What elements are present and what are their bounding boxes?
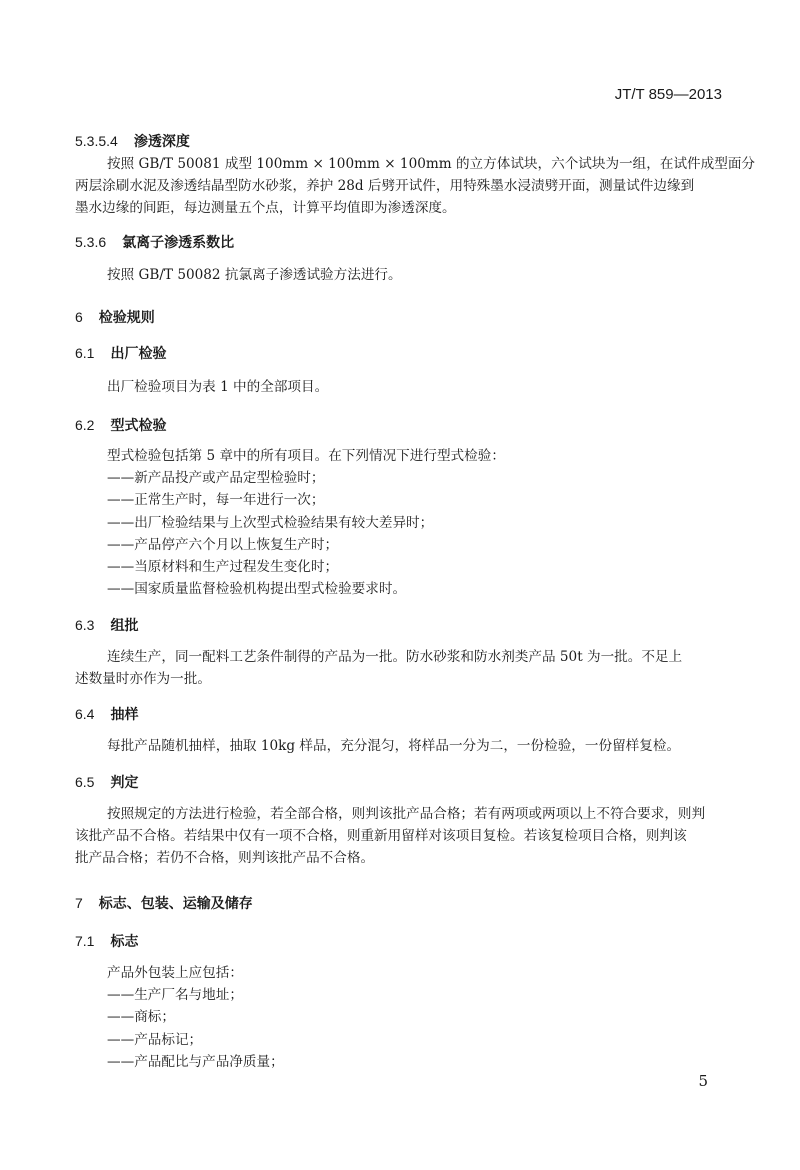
- section-title: 组批: [110, 618, 139, 634]
- section-title: 出厂检验: [110, 346, 167, 362]
- section-title: 型式检验: [110, 418, 167, 434]
- text-line: 产品外包装上应包括：: [107, 965, 243, 981]
- section-paragraph: [75, 962, 730, 1073]
- section-number: 5.3.5.4: [75, 133, 118, 149]
- section-number: 6: [75, 309, 83, 325]
- text-line: 按照 GB/T 50082 抗氯离子渗透试验方法进行。: [107, 267, 402, 283]
- text-line: ——生产厂名与地址；: [107, 987, 243, 1004]
- text-line: 批产品合格；若仍不合格，则判该批产品不合格。: [75, 850, 375, 867]
- section-heading: [75, 131, 190, 151]
- text-line: 该批产品不合格。若结果中仅有一项不合格，则重新用留样对该项目复检。若该复检项目合格，则判该: [75, 828, 687, 845]
- section-heading: [75, 893, 253, 913]
- section-title: 检验规则: [98, 310, 155, 326]
- section-paragraph: [75, 445, 730, 600]
- section-paragraph: [75, 735, 730, 757]
- section-number: 6.1: [75, 345, 95, 361]
- section-number: 6.3: [75, 617, 95, 633]
- section-paragraph: [75, 646, 730, 690]
- section-heading: [75, 615, 138, 635]
- section-title: 标志、包装、运输及储存: [98, 896, 253, 912]
- section-number: 7.1: [75, 933, 95, 949]
- section-heading: [75, 704, 138, 724]
- text-line: ——商标；: [107, 1009, 175, 1026]
- text-line: ——国家质量监督检验机构提出型式检验要求时。: [107, 581, 407, 598]
- text-line: ——新产品投产或产品定型检验时；: [107, 470, 325, 487]
- section-number: 6.4: [75, 706, 95, 722]
- text-line: 每批产品随机抽样，抽取 10kg 样品，充分混匀，将样品一分为二，一份检验，一份留样复检。: [107, 738, 681, 754]
- section-number: 7: [75, 895, 83, 911]
- document-code-header: JT/T 859—2013: [614, 86, 722, 103]
- text-line: ——产品配比与产品净质量；: [107, 1053, 284, 1070]
- section-number: 6.2: [75, 417, 95, 433]
- text-line: ——出厂检验结果与上次型式检验结果有较大差异时；: [107, 514, 434, 531]
- text-line: ——产品停产六个月以上恢复生产时；: [107, 536, 339, 553]
- section-paragraph: [75, 803, 730, 870]
- section-number: 6.5: [75, 774, 95, 790]
- text-line: 型式检验包括第 5 章中的所有项目。在下列情况下进行型式检验：: [107, 448, 505, 464]
- section-paragraph: [75, 376, 730, 398]
- section-title: 氯离子渗透系数比: [122, 235, 235, 251]
- section-paragraph: [75, 264, 730, 286]
- text-line: 按照规定的方法进行检验，若全部合格，则判该批产品合格；若有两项或两项以上不符合要求，则判: [107, 806, 706, 822]
- text-line: 述数量时亦作为一批。: [75, 671, 211, 688]
- text-line: ——当原材料和生产过程发生变化时；: [107, 559, 339, 576]
- section-heading: [75, 931, 138, 951]
- section-title: 渗透深度: [133, 134, 190, 150]
- section-title: 标志: [110, 934, 139, 950]
- section-heading: [75, 307, 155, 327]
- text-line: 出厂检验项目为表 1 中的全部项目。: [107, 379, 329, 395]
- text-line: ——正常生产时，每一年进行一次；: [107, 492, 325, 509]
- page-number: 5: [698, 1072, 708, 1090]
- section-heading: [75, 232, 234, 252]
- text-line: 墨水边缘的间距，每边测量五个点，计算平均值即为渗透深度。: [75, 200, 456, 217]
- section-title: 判定: [110, 775, 139, 791]
- text-line: 两层涂刷水泥及渗透结晶型防水砂浆，养护 28d 后劈开试件，用特殊墨水浸渍劈开面，测量试件边缘到: [75, 178, 695, 195]
- section-heading: [75, 343, 166, 363]
- section-heading: [75, 415, 166, 435]
- section-paragraph: [75, 153, 756, 220]
- section-heading: [75, 772, 138, 792]
- text-line: 连续生产，同一配料工艺条件制得的产品为一批。防水砂浆和防水剂类产品 50t 为一批。不足上: [107, 649, 683, 665]
- section-number: 5.3.6: [75, 234, 107, 250]
- text-line: ——产品标记；: [107, 1031, 203, 1048]
- section-title: 抽样: [110, 707, 139, 723]
- text-line: 按照 GB/T 50081 成型 100mm × 100mm × 100mm 的立方体试块，六个试块为一组，在试件成型面分: [107, 156, 756, 172]
